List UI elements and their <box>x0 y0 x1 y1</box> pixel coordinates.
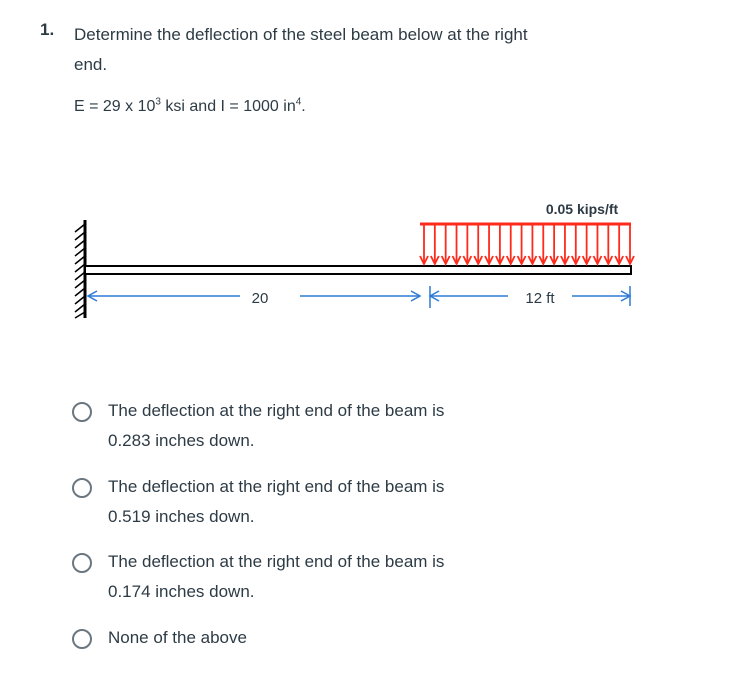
given-middle: ksi and I = 1000 in <box>160 98 296 115</box>
radio-button-icon[interactable] <box>72 478 92 498</box>
distributed-load <box>420 224 634 264</box>
beam <box>85 266 631 274</box>
given-prefix: E = 29 x 10 <box>74 98 156 115</box>
question-number: 1. <box>40 20 55 39</box>
radio-button-icon[interactable] <box>72 553 92 573</box>
given-suffix: . <box>301 98 306 115</box>
dimension-left-label: 20 <box>251 290 269 307</box>
option-d[interactable] <box>72 627 492 653</box>
fixed-support <box>75 220 85 318</box>
option-c-label: The deflection at the right end of the beam is 0.174 inches down. <box>108 552 445 601</box>
option-b[interactable] <box>72 476 492 532</box>
radio-button-icon[interactable] <box>72 629 92 649</box>
given-exponent-e: 3 <box>155 96 161 108</box>
option-d-label: None of the above <box>108 628 247 647</box>
option-a[interactable] <box>72 400 492 456</box>
load-label: 0.05 kips/ft <box>545 201 619 217</box>
dimension-right-label: 12 ft <box>525 290 555 307</box>
radio-button-icon[interactable] <box>72 402 92 422</box>
question-text: Determine the deflection of the steel beam below at the right end. <box>74 25 528 74</box>
option-b-label: The deflection at the right end of the beam is 0.519 inches down. <box>108 477 445 526</box>
given-exponent-i: 4 <box>295 96 302 108</box>
option-c[interactable] <box>72 551 492 607</box>
option-a-label: The deflection at the right end of the beam is 0.283 inches down. <box>108 401 445 450</box>
